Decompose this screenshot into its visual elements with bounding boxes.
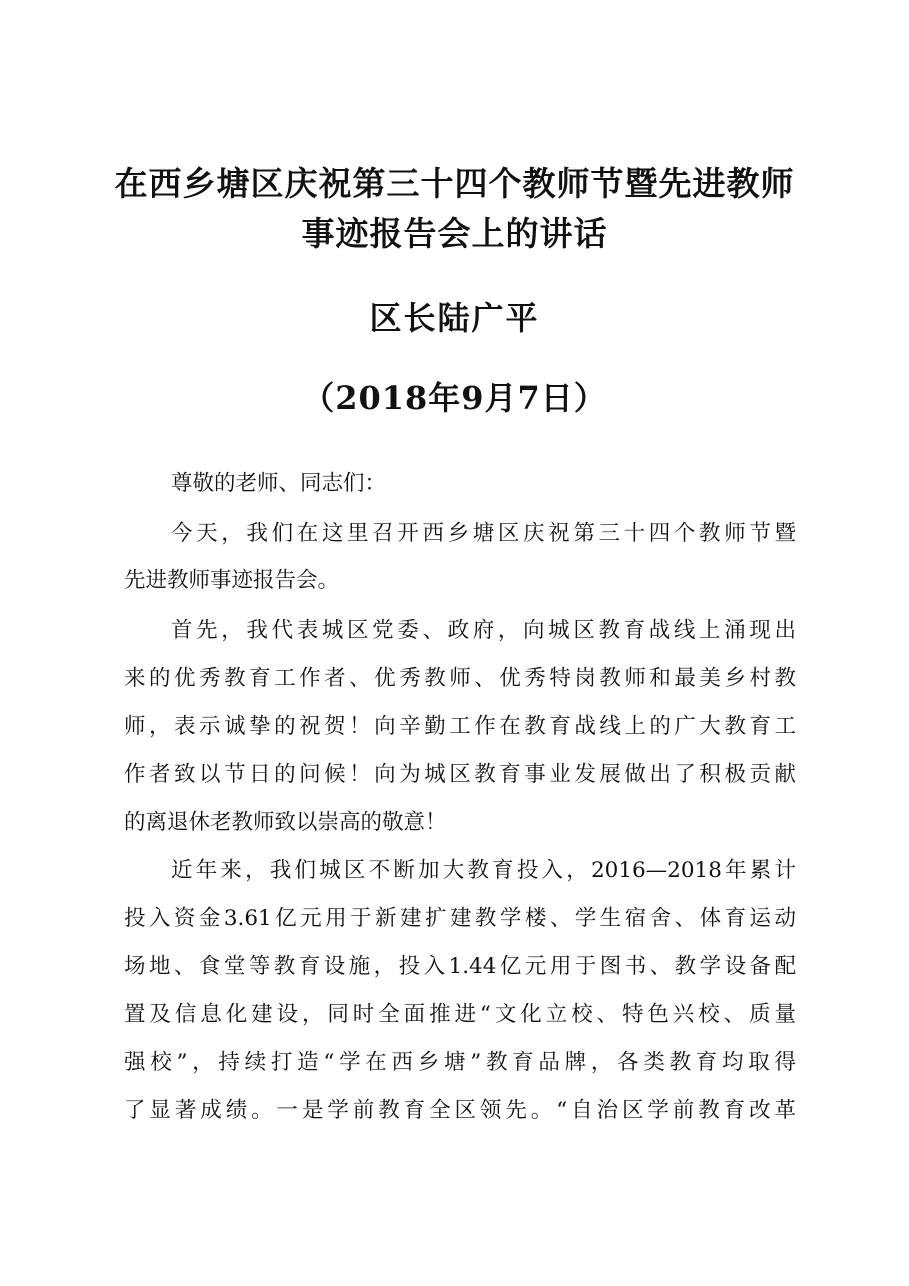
speech-date: （2018年9月7日） bbox=[302, 379, 607, 417]
paragraph-3-line-1: 近年来，我们城区不断加大教育投入，2016—2018年累计 bbox=[171, 858, 796, 883]
paragraph-2-line-5: 的离退休老教师致以崇高的敬意！ bbox=[124, 810, 447, 835]
speaker-name: 区长陆广平 bbox=[369, 299, 540, 337]
paragraph-1-line-1: 今天，我们在这里召开西乡塘区庆祝第三十四个教师节暨 bbox=[171, 521, 796, 546]
paragraph-2-line-1: 首先，我代表城区党委、政府，向城区教育战线上涌现出 bbox=[171, 618, 796, 643]
paragraph-3-line-2: 投入资金3.61亿元用于新建扩建教学楼、学生宿舍、体育运动 bbox=[124, 906, 796, 931]
paragraph-2-line-2: 来的优秀教育工作者、优秀教师、优秀特岗教师和最美乡村教 bbox=[124, 666, 796, 691]
paragraph-3-line-4: 置及信息化建设，同时全面推进“文化立校、特色兴校、质量 bbox=[124, 1002, 796, 1027]
paragraph-3-line-3: 场地、食堂等教育设施，投入1.44亿元用于图书、教学设备配 bbox=[124, 954, 796, 979]
paragraph-2-line-4: 作者致以节日的问候！向为城区教育事业发展做出了积极贡献 bbox=[124, 762, 796, 787]
paragraph-1-line-2: 先进教师事迹报告会。 bbox=[124, 568, 340, 593]
paragraph-2-line-3: 师，表示诚挚的祝贺！向辛勤工作在教育战线上的广大教育工 bbox=[124, 714, 796, 739]
document-title-line-2: 事迹报告会上的讲话 bbox=[301, 214, 608, 253]
paragraph-3-line-5: 强校”，持续打造“学在西乡塘”教育品牌，各类教育均取得 bbox=[124, 1050, 796, 1075]
paragraph-3-line-6: 了显著成绩。一是学前教育全区领先。“自治区学前教育改革 bbox=[124, 1098, 796, 1123]
document-title-line-1: 在西乡塘区庆祝第三十四个教师节暨先进教师 bbox=[114, 164, 795, 203]
salutation: 尊敬的老师、同志们： bbox=[171, 471, 387, 496]
